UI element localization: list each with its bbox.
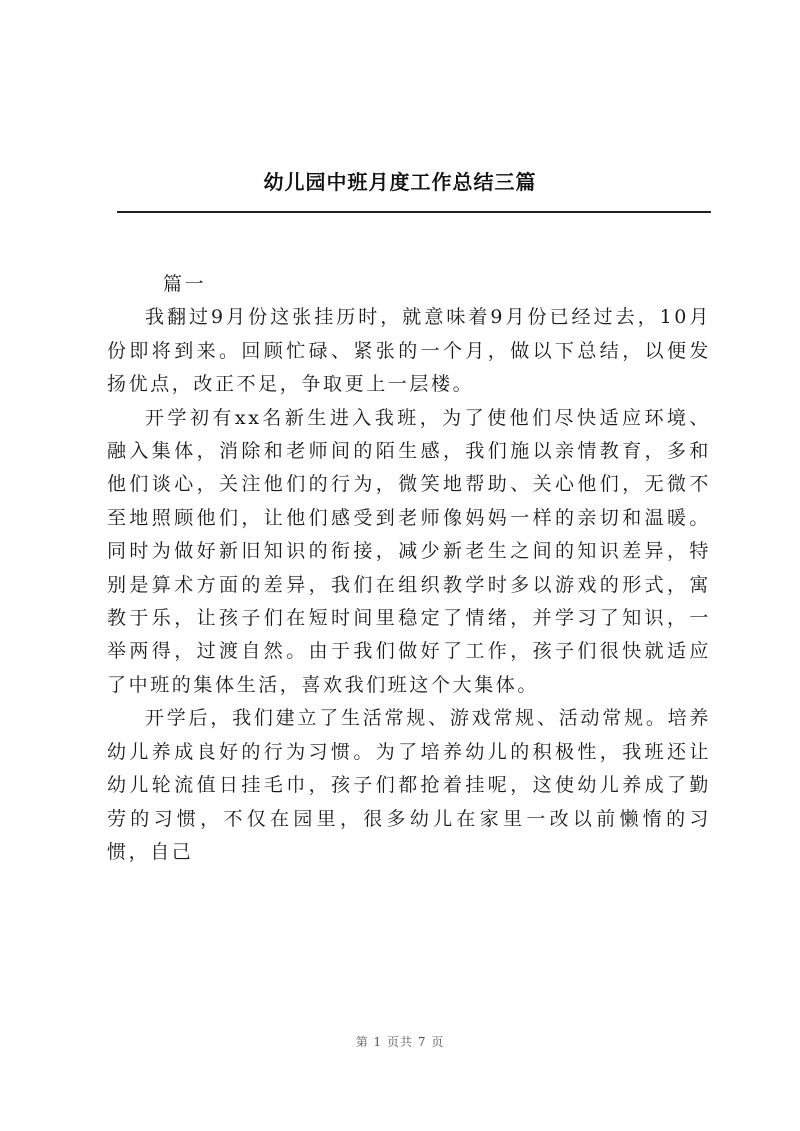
paragraph-2: 开学初有xx名新生进入我班，为了使他们尽快适应环境、融入集体，消除和老师间的陌生感，我们施以亲情教育，多和他们谈心，关注他们的行为，微笑地帮助、关心他们，无微不至地照顾他们，让他们感受到老师像妈妈一样的亲切和温暖。同时为做好新旧知识的衔接，减少新老生之间的知识差异，特别是算术方面的差异，我们在组织教学时多以游戏的形式，寓教于乐，让孩子们在短时间里稳定了情绪，并学习了知识，一举两得，过渡自然。由于我们做好了工作，孩子们很快就适应了中班的集体生活，喜欢我们班这个大集体。	[107, 406, 711, 696]
paragraph-3: 开学后，我们建立了生活常规、游戏常规、活动常规。培养幼儿养成良好的行为习惯。为了培养幼儿的积极性，我班还让幼儿轮流值日挂毛巾，孩子们都抢着挂呢，这使幼儿养成了勤劳的习惯，不仅在园里，很多幼儿在家里一改以前懒惰的习惯，自己	[107, 707, 711, 863]
paragraph-1: 我翻过9月份这张挂历时，就意味着9月份已经过去，10月份即将到来。回顾忙碌、紧张的一个月，做以下总结，以便发扬优点，改正不足，争取更上一层楼。	[107, 306, 711, 396]
page-footer: 第 1 页共 7 页	[355, 1035, 445, 1049]
document-body	[107, 268, 711, 869]
document-title: 幼儿园中班月度工作总结三篇	[263, 170, 537, 194]
section-heading: 篇一	[163, 273, 207, 295]
title-underline	[117, 211, 711, 213]
